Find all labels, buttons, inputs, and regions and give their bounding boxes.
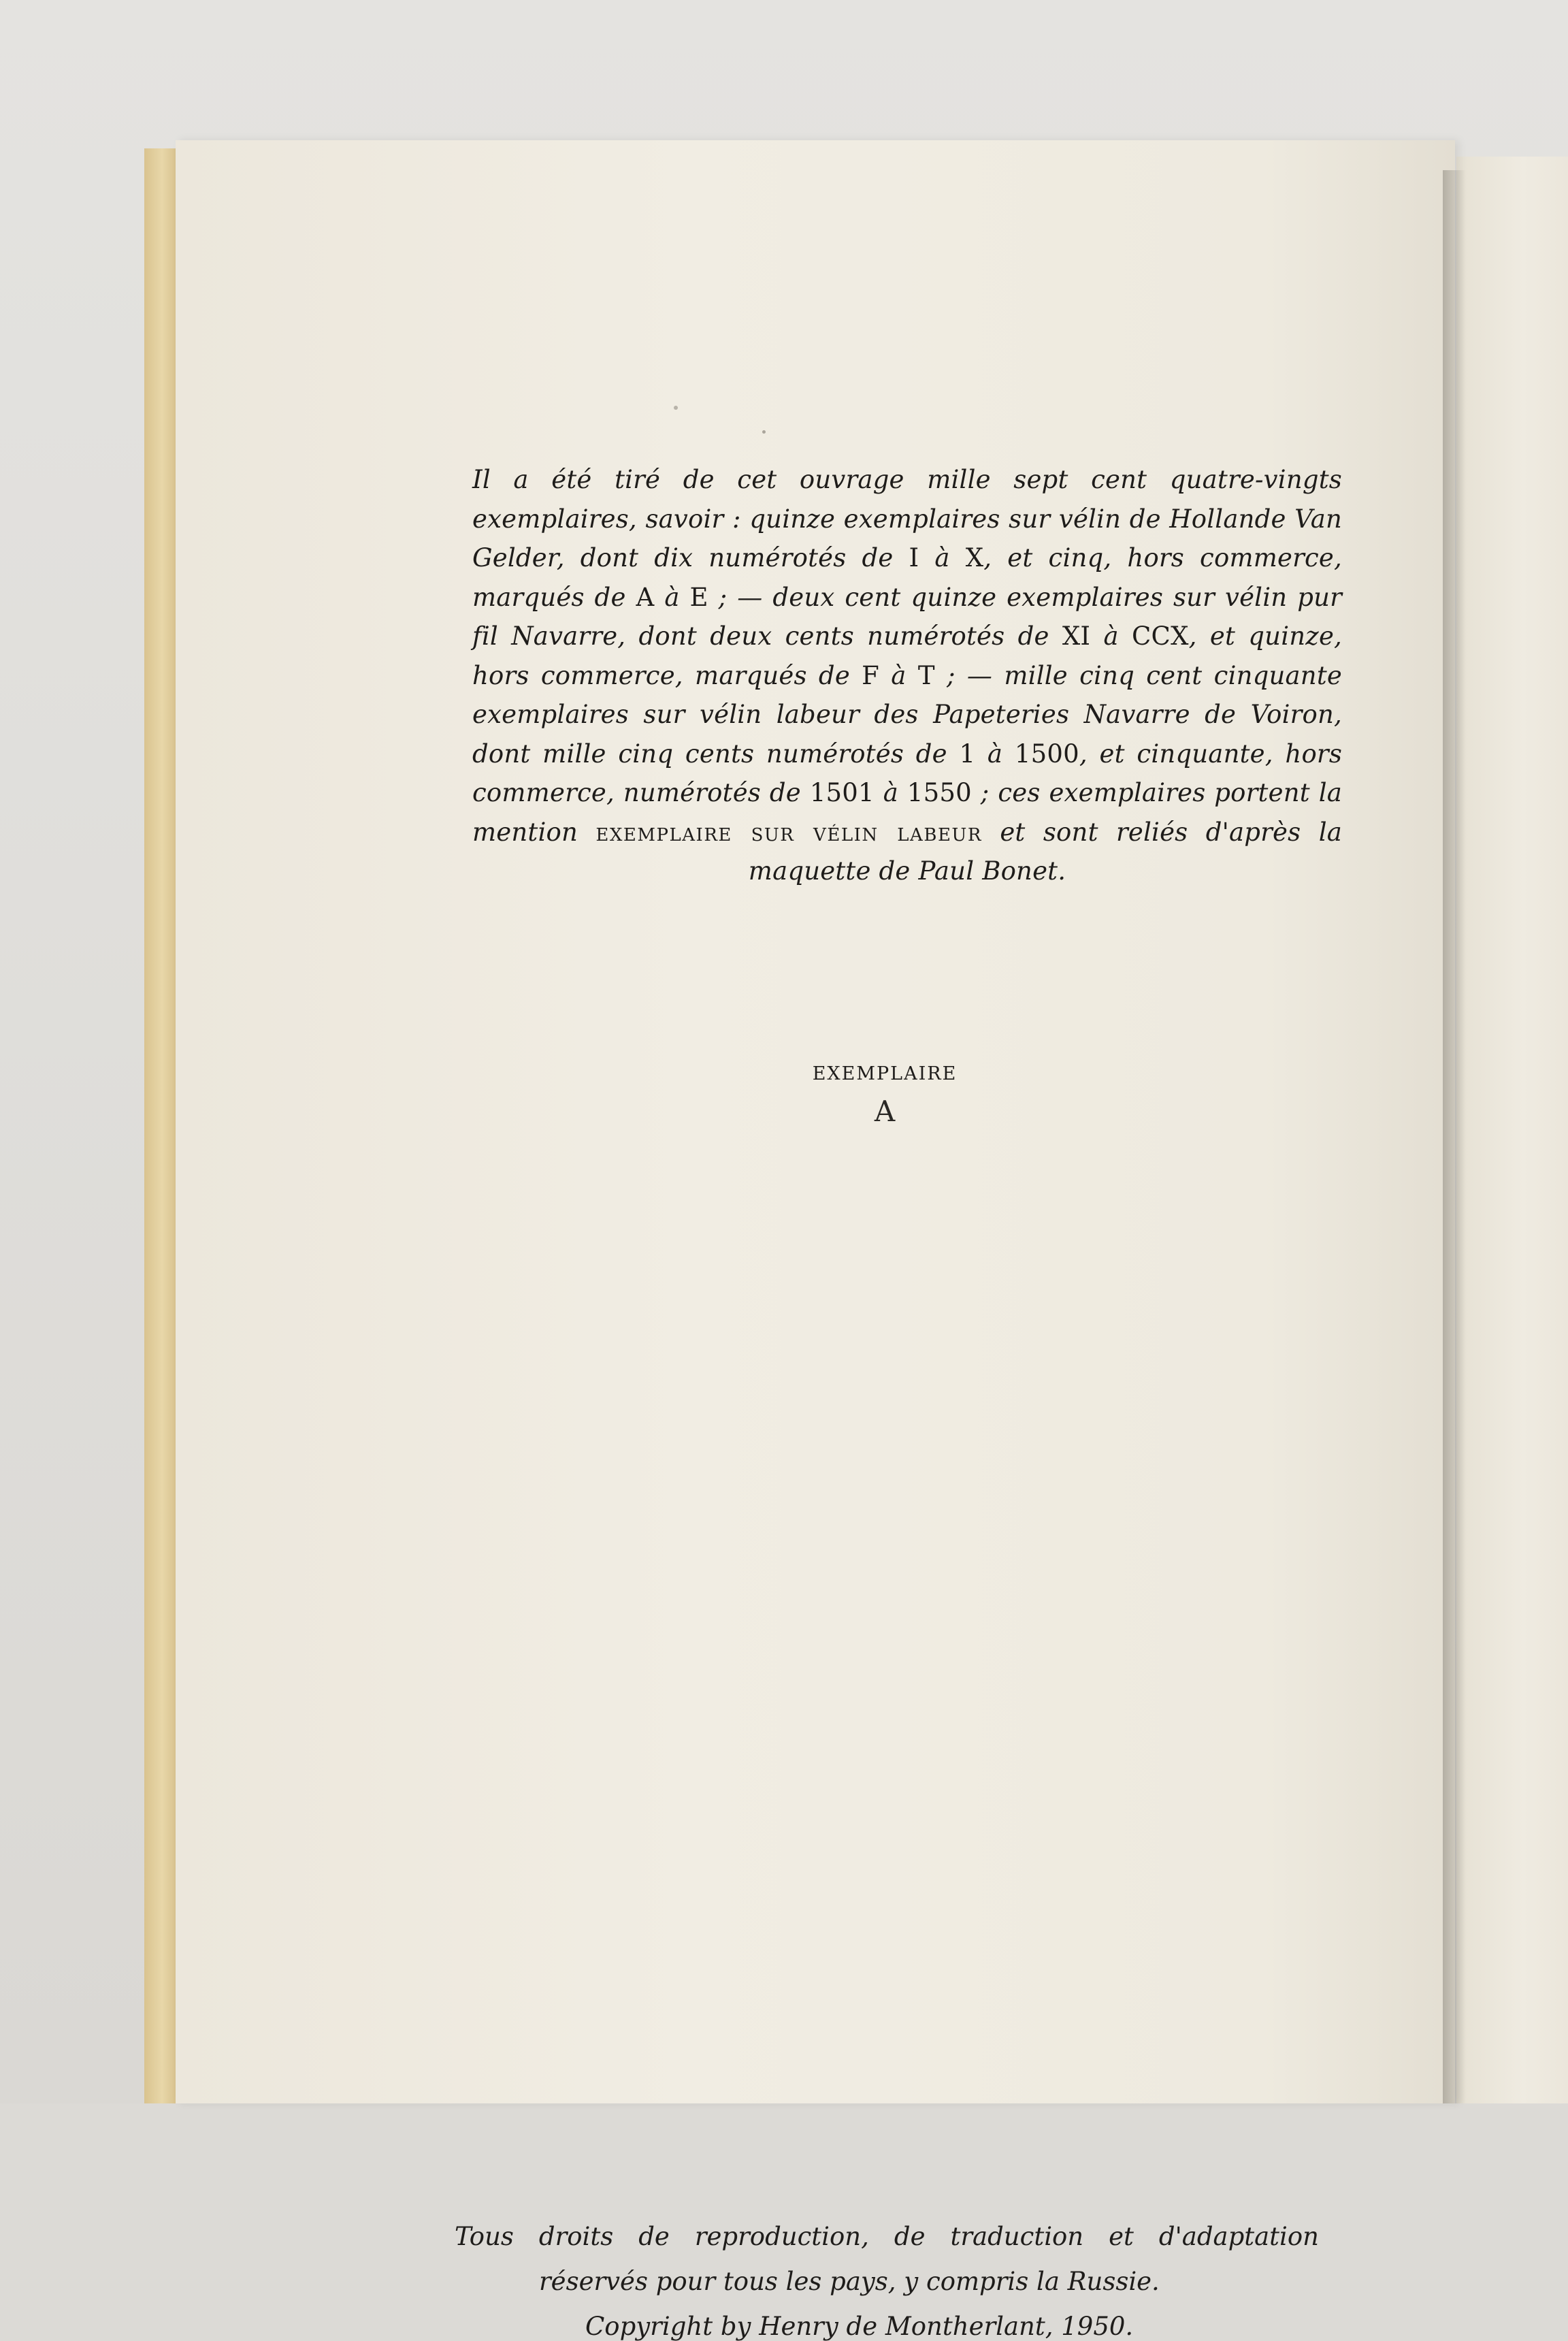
exemplaire-letter-stamp: A xyxy=(874,1095,896,1128)
colophon-segment: à xyxy=(879,660,918,690)
colophon-number: 1500 xyxy=(1014,739,1079,769)
rights-line-1: Tous droits de reproduction, de traduction et d'adaptation xyxy=(455,2222,1319,2251)
colophon-letter: T xyxy=(917,660,935,690)
book-page xyxy=(176,140,1455,2103)
colophon-segment: Il a été tiré de cet ouvrage mille sept cent quatre-vingts exemplaires, savoir : quinze exemplaires sur vélin de Hollande Van Gelder, dont dix numérotés de xyxy=(472,465,1342,572)
colophon-segment: , et cinquante, hors commerce, numérotés de xyxy=(472,739,1343,807)
rights-line-2: réservés pour tous les pays, y compris la Russie. xyxy=(539,2267,1160,2296)
colophon-numeral: CCX xyxy=(1132,621,1189,651)
colophon-letter: A xyxy=(636,582,655,612)
colophon-segment: à xyxy=(1090,621,1132,651)
book-page-edge xyxy=(144,148,180,2103)
colophon-numeral: XI xyxy=(1062,621,1091,651)
colophon-segment: à xyxy=(919,543,966,572)
colophon-number: 1 xyxy=(959,739,976,769)
exemplaire-label: EXEMPLAIRE xyxy=(812,1063,958,1084)
colophon-segment: , et cinq, hors commerce, marqués de xyxy=(472,543,1342,612)
colophon-segment: à xyxy=(874,778,907,807)
colophon-number: 1501 xyxy=(809,778,875,807)
colophon-numeral: I xyxy=(909,543,919,572)
colophon-segment: ; — deux cent quinze exemplaires sur vélin pur fil Navarre, dont deux cents numérotés de xyxy=(472,582,1342,651)
colophon-numeral: X xyxy=(965,543,984,572)
colophon-text xyxy=(472,460,1342,891)
colophon-segment: ; ces exemplaires portent la mention xyxy=(472,778,1343,847)
paper-speck xyxy=(674,406,678,410)
colophon-segment: , et quinze, hors commerce, marqués de xyxy=(472,621,1343,690)
gutter-shadow xyxy=(1443,170,1466,2103)
colophon-letter: F xyxy=(862,660,880,690)
next-page xyxy=(1456,157,1568,2103)
colophon-mention-smallcaps: exemplaire sur vélin labeur xyxy=(595,817,982,847)
colophon-segment: à xyxy=(654,582,690,612)
rights-line-3: Copyright by Henry de Montherlant, 1950. xyxy=(585,2312,1134,2341)
colophon-letter: E xyxy=(689,582,708,612)
colophon-segment: ; — mille cinq cent cinquante exemplaires sur vélin labeur des Papeteries Navarre de Voiron, dont mille cinq cents numérotés de xyxy=(472,660,1342,769)
paper-speck xyxy=(762,430,766,434)
colophon-segment: à xyxy=(975,739,1015,769)
colophon-segment: et sont reliés d'après la maquette de Paul Bonet. xyxy=(748,817,1343,886)
colophon-number: 1550 xyxy=(906,778,972,807)
